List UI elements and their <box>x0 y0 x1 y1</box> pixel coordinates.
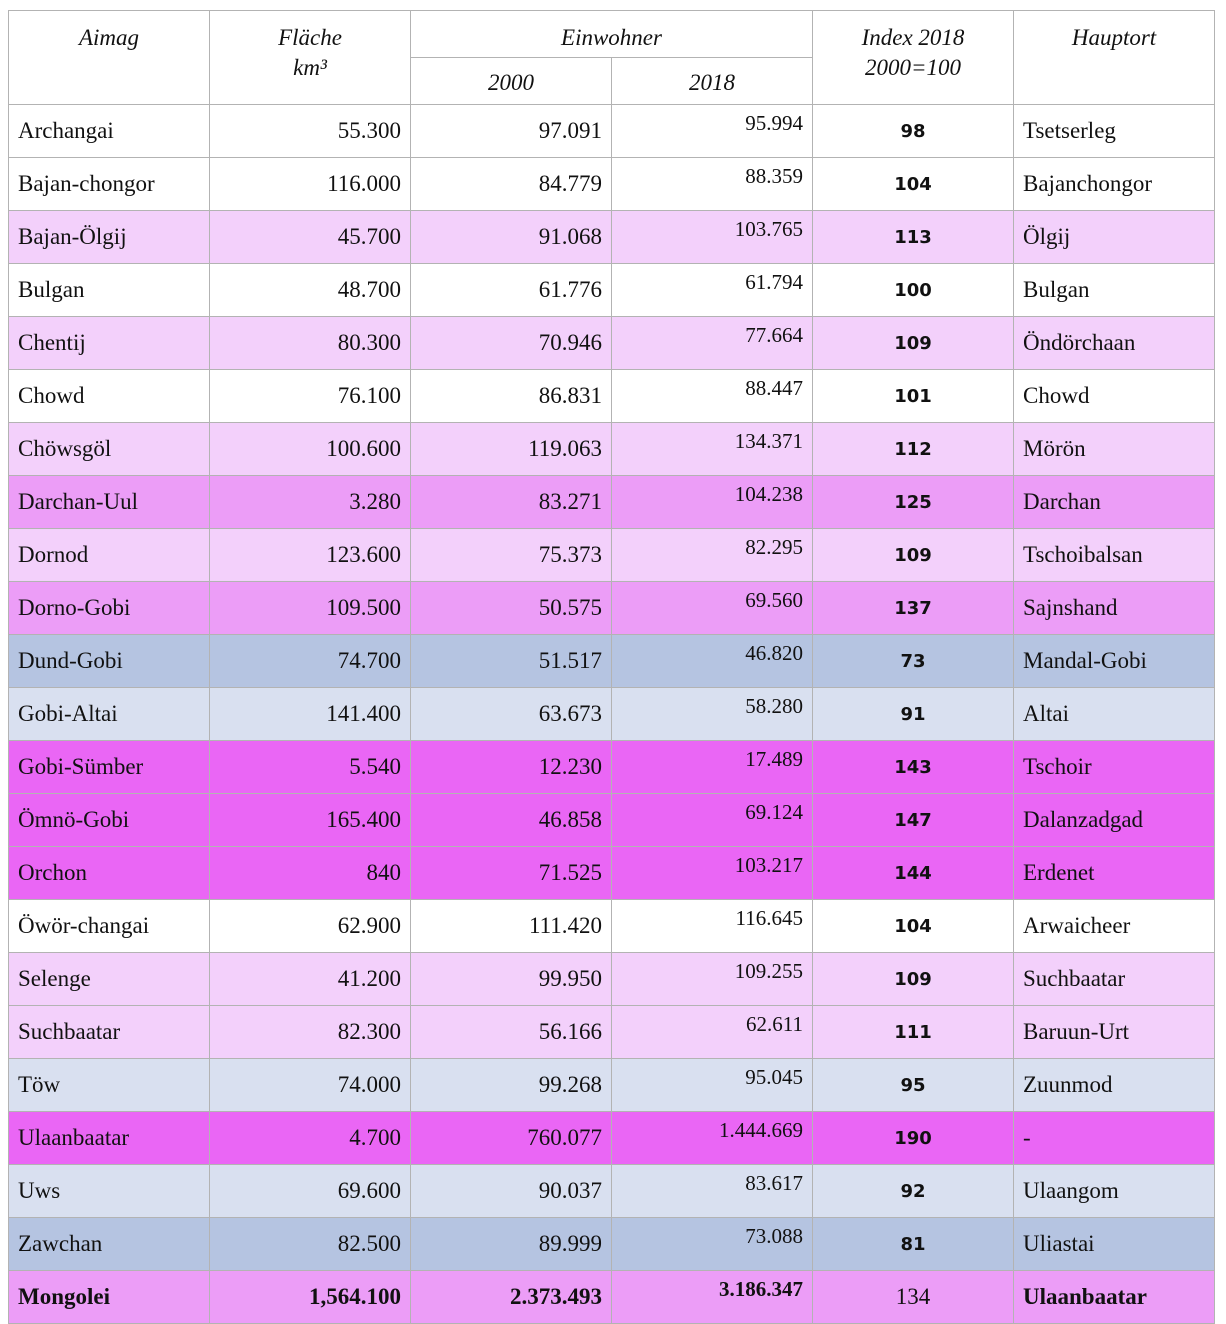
cell-hauptort: Ulaangom <box>1014 1165 1215 1218</box>
cell-aimag: Gobi-Sümber <box>9 741 210 794</box>
cell-hauptort: Ölgij <box>1014 211 1215 264</box>
cell-flaeche: 165.400 <box>210 794 411 847</box>
cell-einwohner-2000: 99.950 <box>411 953 612 1006</box>
cell-aimag: Chowd <box>9 370 210 423</box>
cell-hauptort: Dalanzadgad <box>1014 794 1215 847</box>
cell-einwohner-2018: 103.217 <box>612 847 813 900</box>
cell-flaeche: 4.700 <box>210 1112 411 1165</box>
cell-hauptort: Tschoibalsan <box>1014 529 1215 582</box>
cell-index: 109 <box>813 529 1014 582</box>
cell-hauptort: Suchbaatar <box>1014 953 1215 1006</box>
cell-aimag: Bajan-chongor <box>9 158 210 211</box>
cell-einwohner-2018: 103.765 <box>612 211 813 264</box>
cell-aimag: Bulgan <box>9 264 210 317</box>
cell-hauptort: Mörön <box>1014 423 1215 476</box>
header-einwohner-label: Einwohner <box>561 25 662 50</box>
cell-flaeche: 82.500 <box>210 1218 411 1271</box>
cell-einwohner-2018: 73.088 <box>612 1218 813 1271</box>
cell-einwohner-2000: 90.037 <box>411 1165 612 1218</box>
table-row <box>9 953 1215 1006</box>
cell-hauptort: Bajanchongor <box>1014 158 1215 211</box>
cell-aimag: Dund-Gobi <box>9 635 210 688</box>
cell-einwohner-2018: 109.255 <box>612 953 813 1006</box>
cell-index: 109 <box>813 953 1014 1006</box>
cell-einwohner-2000: 12.230 <box>411 741 612 794</box>
cell-einwohner-2018: 88.359 <box>612 158 813 211</box>
header-flaeche-label: Fläche <box>278 25 342 50</box>
cell-einwohner-2018: 95.994 <box>612 105 813 158</box>
cell-flaeche: 116.000 <box>210 158 411 211</box>
table-row <box>9 582 1215 635</box>
cell-einwohner-2000: 61.776 <box>411 264 612 317</box>
cell-index: 104 <box>813 900 1014 953</box>
cell-hauptort: Darchan <box>1014 476 1215 529</box>
table-row <box>9 1059 1215 1112</box>
cell-flaeche: 62.900 <box>210 900 411 953</box>
header-hauptort-label: Hauptort <box>1071 25 1157 50</box>
cell-einwohner-2000: 111.420 <box>411 900 612 953</box>
cell-index: 134 <box>813 1271 1014 1324</box>
cell-index: 190 <box>813 1112 1014 1165</box>
cell-aimag: Selenge <box>9 953 210 1006</box>
cell-index: 95 <box>813 1059 1014 1112</box>
table-row <box>9 158 1215 211</box>
cell-hauptort: Öndörchaan <box>1014 317 1215 370</box>
header-year-2000: 2000 <box>411 58 612 105</box>
header-index <box>813 11 1014 105</box>
cell-aimag: Chentij <box>9 317 210 370</box>
cell-aimag: Ömnö-Gobi <box>9 794 210 847</box>
table-row <box>9 741 1215 794</box>
cell-index: 109 <box>813 317 1014 370</box>
cell-hauptort: Baruun-Urt <box>1014 1006 1215 1059</box>
cell-aimag: Archangai <box>9 105 210 158</box>
cell-flaeche: 55.300 <box>210 105 411 158</box>
header-aimag <box>9 11 210 105</box>
cell-einwohner-2018: 1.444.669 <box>612 1112 813 1165</box>
cell-index: 100 <box>813 264 1014 317</box>
cell-aimag: Öwör-changai <box>9 900 210 953</box>
cell-einwohner-2000: 99.268 <box>411 1059 612 1112</box>
cell-hauptort: Uliastai <box>1014 1218 1215 1271</box>
header-index-line2: 2000=100 <box>864 55 962 80</box>
cell-aimag: Bajan-Ölgij <box>9 211 210 264</box>
cell-einwohner-2018: 46.820 <box>612 635 813 688</box>
cell-einwohner-2018: 95.045 <box>612 1059 813 1112</box>
cell-hauptort: Tsetserleg <box>1014 105 1215 158</box>
cell-index: 143 <box>813 741 1014 794</box>
cell-einwohner-2018: 77.664 <box>612 317 813 370</box>
table-row <box>9 688 1215 741</box>
cell-aimag: Zawchan <box>9 1218 210 1271</box>
cell-einwohner-2000: 50.575 <box>411 582 612 635</box>
cell-index: 125 <box>813 476 1014 529</box>
cell-index: 92 <box>813 1165 1014 1218</box>
cell-einwohner-2000: 70.946 <box>411 317 612 370</box>
header-flaeche-unit: km³ <box>293 55 327 80</box>
cell-aimag: Mongolei <box>9 1271 210 1324</box>
cell-index: 137 <box>813 582 1014 635</box>
cell-hauptort: Chowd <box>1014 370 1215 423</box>
cell-flaeche: 141.400 <box>210 688 411 741</box>
cell-hauptort: Erdenet <box>1014 847 1215 900</box>
table-row <box>9 635 1215 688</box>
table-row <box>9 264 1215 317</box>
cell-einwohner-2018: 61.794 <box>612 264 813 317</box>
cell-index: 81 <box>813 1218 1014 1271</box>
cell-flaeche: 41.200 <box>210 953 411 1006</box>
cell-einwohner-2000: 51.517 <box>411 635 612 688</box>
cell-flaeche: 840 <box>210 847 411 900</box>
cell-flaeche: 123.600 <box>210 529 411 582</box>
cell-aimag: Chöwsgöl <box>9 423 210 476</box>
cell-index: 104 <box>813 158 1014 211</box>
table-row <box>9 794 1215 847</box>
cell-einwohner-2018: 69.560 <box>612 582 813 635</box>
table-row <box>9 1218 1215 1271</box>
cell-einwohner-2000: 46.858 <box>411 794 612 847</box>
cell-aimag: Ulaanbaatar <box>9 1112 210 1165</box>
cell-hauptort: Arwaicheer <box>1014 900 1215 953</box>
cell-einwohner-2018: 69.124 <box>612 794 813 847</box>
cell-aimag: Uws <box>9 1165 210 1218</box>
cell-einwohner-2000: 56.166 <box>411 1006 612 1059</box>
table-row <box>9 476 1215 529</box>
cell-flaeche: 3.280 <box>210 476 411 529</box>
cell-aimag: Orchon <box>9 847 210 900</box>
cell-aimag: Gobi-Altai <box>9 688 210 741</box>
cell-flaeche: 48.700 <box>210 264 411 317</box>
cell-index: 73 <box>813 635 1014 688</box>
table-row <box>9 1165 1215 1218</box>
table-row <box>9 847 1215 900</box>
cell-index: 147 <box>813 794 1014 847</box>
cell-einwohner-2018: 104.238 <box>612 476 813 529</box>
cell-flaeche: 76.100 <box>210 370 411 423</box>
cell-aimag: Suchbaatar <box>9 1006 210 1059</box>
cell-index: 113 <box>813 211 1014 264</box>
cell-flaeche: 109.500 <box>210 582 411 635</box>
cell-flaeche: 80.300 <box>210 317 411 370</box>
cell-einwohner-2018: 17.489 <box>612 741 813 794</box>
cell-flaeche: 69.600 <box>210 1165 411 1218</box>
cell-flaeche: 1,564.100 <box>210 1271 411 1324</box>
cell-einwohner-2018: 88.447 <box>612 370 813 423</box>
cell-einwohner-2018: 116.645 <box>612 900 813 953</box>
cell-einwohner-2000: 2.373.493 <box>411 1271 612 1324</box>
table-container <box>8 10 1215 1324</box>
cell-hauptort: Bulgan <box>1014 264 1215 317</box>
cell-index: 144 <box>813 847 1014 900</box>
header-flaeche <box>210 11 411 105</box>
cell-einwohner-2000: 760.077 <box>411 1112 612 1165</box>
cell-index: 91 <box>813 688 1014 741</box>
cell-index: 111 <box>813 1006 1014 1059</box>
cell-hauptort: - <box>1014 1112 1215 1165</box>
table-body <box>9 105 1215 1324</box>
cell-einwohner-2000: 89.999 <box>411 1218 612 1271</box>
cell-index: 98 <box>813 105 1014 158</box>
cell-hauptort: Tschoir <box>1014 741 1215 794</box>
cell-einwohner-2018: 82.295 <box>612 529 813 582</box>
cell-hauptort: Mandal-Gobi <box>1014 635 1215 688</box>
table-row <box>9 900 1215 953</box>
cell-einwohner-2000: 119.063 <box>411 423 612 476</box>
cell-flaeche: 74.000 <box>210 1059 411 1112</box>
cell-einwohner-2000: 86.831 <box>411 370 612 423</box>
cell-hauptort: Ulaanbaatar <box>1014 1271 1215 1324</box>
header-year-2018: 2018 <box>612 58 813 105</box>
cell-hauptort: Zuunmod <box>1014 1059 1215 1112</box>
cell-hauptort: Altai <box>1014 688 1215 741</box>
cell-flaeche: 74.700 <box>210 635 411 688</box>
cell-flaeche: 82.300 <box>210 1006 411 1059</box>
cell-aimag: Darchan-Uul <box>9 476 210 529</box>
cell-einwohner-2000: 83.271 <box>411 476 612 529</box>
cell-einwohner-2000: 71.525 <box>411 847 612 900</box>
header-aimag-label: Aimag <box>78 25 140 50</box>
cell-hauptort: Sajnshand <box>1014 582 1215 635</box>
cell-flaeche: 45.700 <box>210 211 411 264</box>
cell-einwohner-2000: 97.091 <box>411 105 612 158</box>
cell-flaeche: 5.540 <box>210 741 411 794</box>
cell-einwohner-2018: 62.611 <box>612 1006 813 1059</box>
aimag-population-table <box>8 10 1215 1324</box>
table-row <box>9 370 1215 423</box>
table-row <box>9 423 1215 476</box>
cell-einwohner-2018: 83.617 <box>612 1165 813 1218</box>
cell-index: 112 <box>813 423 1014 476</box>
cell-aimag: Dornod <box>9 529 210 582</box>
cell-einwohner-2000: 75.373 <box>411 529 612 582</box>
cell-aimag: Töw <box>9 1059 210 1112</box>
cell-flaeche: 100.600 <box>210 423 411 476</box>
header-einwohner <box>411 11 813 58</box>
table-row <box>9 1112 1215 1165</box>
table-row <box>9 211 1215 264</box>
cell-aimag: Dorno-Gobi <box>9 582 210 635</box>
header-index-line1: Index 2018 <box>861 25 965 50</box>
table-row <box>9 1006 1215 1059</box>
table-row <box>9 105 1215 158</box>
cell-einwohner-2000: 84.779 <box>411 158 612 211</box>
cell-index: 101 <box>813 370 1014 423</box>
cell-einwohner-2000: 63.673 <box>411 688 612 741</box>
cell-einwohner-2018: 58.280 <box>612 688 813 741</box>
cell-einwohner-2000: 91.068 <box>411 211 612 264</box>
table-row <box>9 529 1215 582</box>
table-row <box>9 317 1215 370</box>
header-hauptort <box>1014 11 1215 105</box>
cell-einwohner-2018: 134.371 <box>612 423 813 476</box>
total-row <box>9 1271 1215 1324</box>
cell-einwohner-2018: 3.186.347 <box>612 1271 813 1324</box>
